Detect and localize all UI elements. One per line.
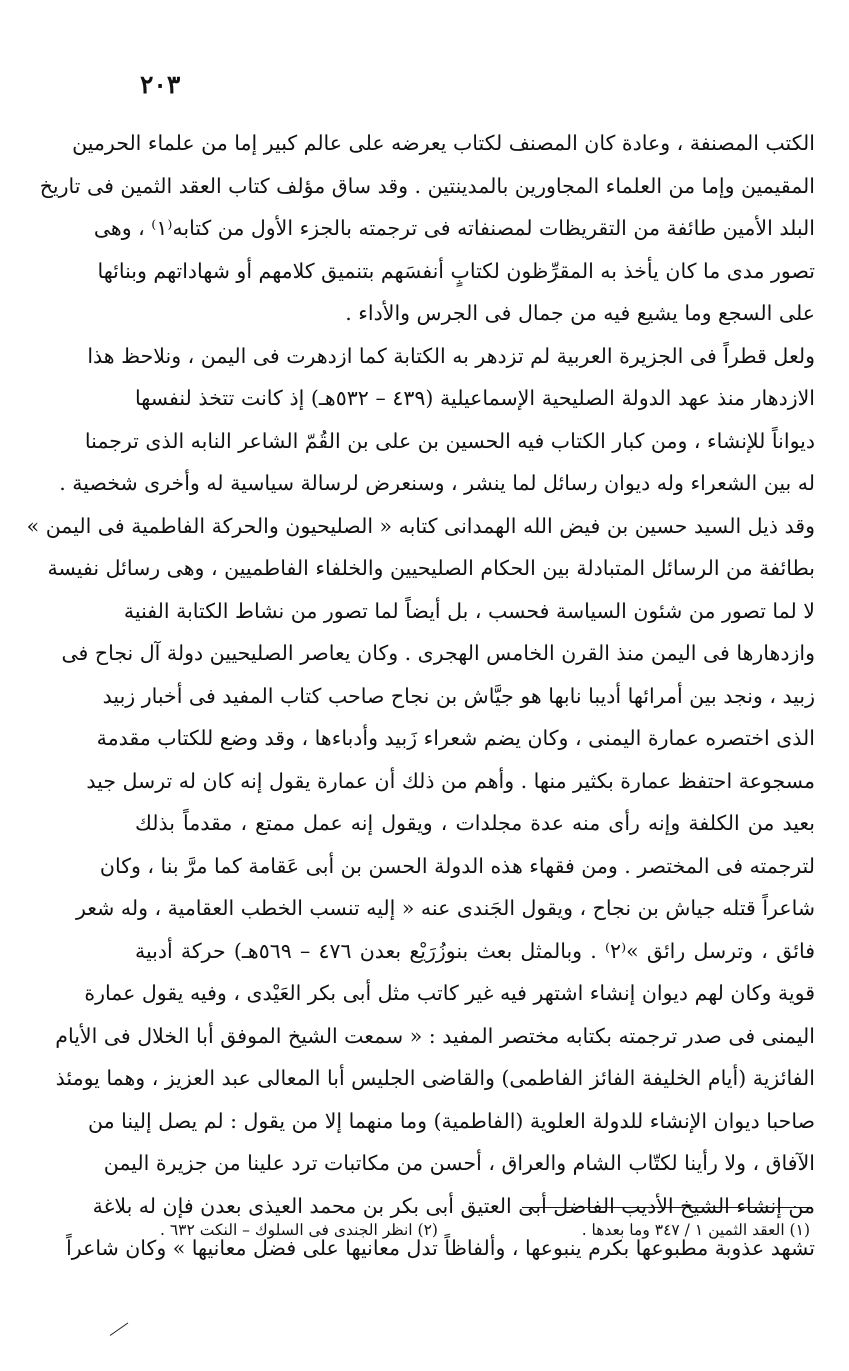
body-line: لا لما تصور من شئون السياسة فحسب ، بل أيضاً لما تصور من نشاط الكتابة الفنية (123, 598, 815, 623)
body-line: وقد ذيل السيد حسين بن فيض الله الهمدانى كتابه « الصليحيون والحركة الفاطمية فى اليمن » (26, 513, 815, 538)
body-line: الفائزية (أيام الخليفة الفائز الفاطمى) والقاضى الجليس أبا المعالى عبد العزيز ، وهما يومئذ (55, 1066, 815, 1090)
body-line: الذى اختصره عمارة اليمنى ، وكان يضم شعراء زَبيد وأدباءها ، وقد وضع للكتاب مقدمة (96, 726, 815, 750)
body-line: بطائفة من الرسائل المتبادلة بين الحكام الصليحيين والخلفاء الفاطميين ، وهى رسائل نفيسة (47, 556, 815, 580)
body-line: له بين الشعراء وله ديوان رسائل لما ينشر ، وسنعرض لرسالة سياسية له وأخرى شخصية . (59, 471, 815, 495)
body-line: وازدهارها فى اليمن منذ القرن الخامس الهجرى . وكان يعاصر الصليحيين دولة آل نجاح فى (61, 641, 815, 665)
body-line: تصور مدى ما كان يأخذ به المقرِّظون لكتابٍ أنفسَهم بتنميق كلامهم أو شهاداتهم وبنائها (97, 258, 815, 283)
body-line: مسجوعة احتفظ عمارة بكثير منها . وأهم من ذلك أن عمارة يقول إنه كان له ترسل جيد (86, 768, 815, 793)
body-line: ولعل قطراً فى الجزيرة العربية لم تزدهر به الكتابة كما ازدهرت فى اليمن ، ونلاحظ هذا (87, 343, 815, 368)
footnotes (160, 1216, 810, 1244)
body-line: ديواناً للإنشاء ، ومن كبار الكتاب فيه الحسين بن على بن القُمّ الشاعر النابه الذى ترجمنا (84, 428, 815, 453)
body-text (26, 122, 815, 1270)
page-number: ٢٠٣ (140, 70, 181, 99)
pen-mark (110, 1322, 129, 1335)
footnote-2: (٢) انظر الجندى فى السلوك – النكت ٦٣٢ . (160, 1221, 438, 1239)
body-line: تشهد عذوبة مطبوعها بكرم ينبوعها ، وألفاظاً تدل معانيها على فضل معانيها » وكان شاعراً (66, 1236, 815, 1260)
body-line: لترجمته فى المختصر . ومن فقهاء هذه الدولة الحسن بن أبى عَقامة كما مرَّ بنا ، وكان (99, 853, 815, 878)
body-line: شاعراً قتله جياش بن نجاح ، ويقول الجَندى عنه « إليه تنسب الخطب العقامية ، وله شعر (75, 896, 815, 920)
body-line: الازدهار منذ عهد الدولة الصليحية الإسماعيلية (٤٣٩ – ٥٣٢هـ) إذ كانت تتخذ لنفسها (135, 386, 815, 410)
body-line: الآفاق ، ولا رأينا لكتّاب الشام والعراق ، أحسن من مكاتبات ترد علينا من جزيرة اليمن (103, 1151, 815, 1175)
body-line: قوية وكان لهم ديوان إنشاء اشتهر فيه غير كاتب مثل أبى بكر العَيْدى ، وفيه يقول عمارة (84, 981, 815, 1005)
body-line: من إنشاء الشيخ الأديب الفاضل أبى العتيق أبى بكر بن محمد العيذى بعدن فإن له بلاغة (92, 1193, 815, 1218)
body-line: البلد الأمين طائفة من التقريظات لمصنفاته فى ترجمته بالجزء الأول من كتابه⁽١⁾ ، وهى (93, 216, 815, 240)
footnote-1: (١) العقد الثمين ١ / ٣٤٧ وما بعدها . (581, 1221, 810, 1239)
body-line: الكتب المصنفة ، وعادة كان المصنف لكتاب يعرضه على عالم كبير إما من علماء الحرمين (72, 131, 815, 155)
body-line: اليمنى فى صدر ترجمته بكتابه مختصر المفيد : « سمعت الشيخ الموفق أبا الخلال فى الأيام (55, 1023, 815, 1048)
body-line: فائق ، وترسل رائق »⁽٢⁾ . وبالمثل بعث بنوزُرَيْع بعدن ٤٧٦ – ٥٦٩هـ) حركة أدبية (135, 938, 815, 963)
footnote-divider (522, 1207, 812, 1208)
body-line: صاحبا ديوان الإنشاء للدولة العلوية (الفاطمية) وما منهما إلا من يقول : لم يصل إلينا من (88, 1108, 815, 1133)
body-line: زبيد ، ونجد بين أمرائها أديبا نابها هو جيَّاش بن نجاح صاحب كتاب المفيد فى أخبار زبيد (102, 683, 815, 708)
body-line: بعيد من الكلفة وإنه رأى منه عدة مجلدات ، ويقول إنه عمل ممتع ، مقدماً بذلك (135, 811, 815, 835)
body-line: على السجع وما يشيع فيه من جمال فى الجرس والأداء . (345, 301, 815, 325)
body-line: المقيمين وإما من العلماء المجاورين بالمدينتين . وقد ساق مؤلف كتاب العقد الثمين فى تاريخ (39, 173, 815, 198)
